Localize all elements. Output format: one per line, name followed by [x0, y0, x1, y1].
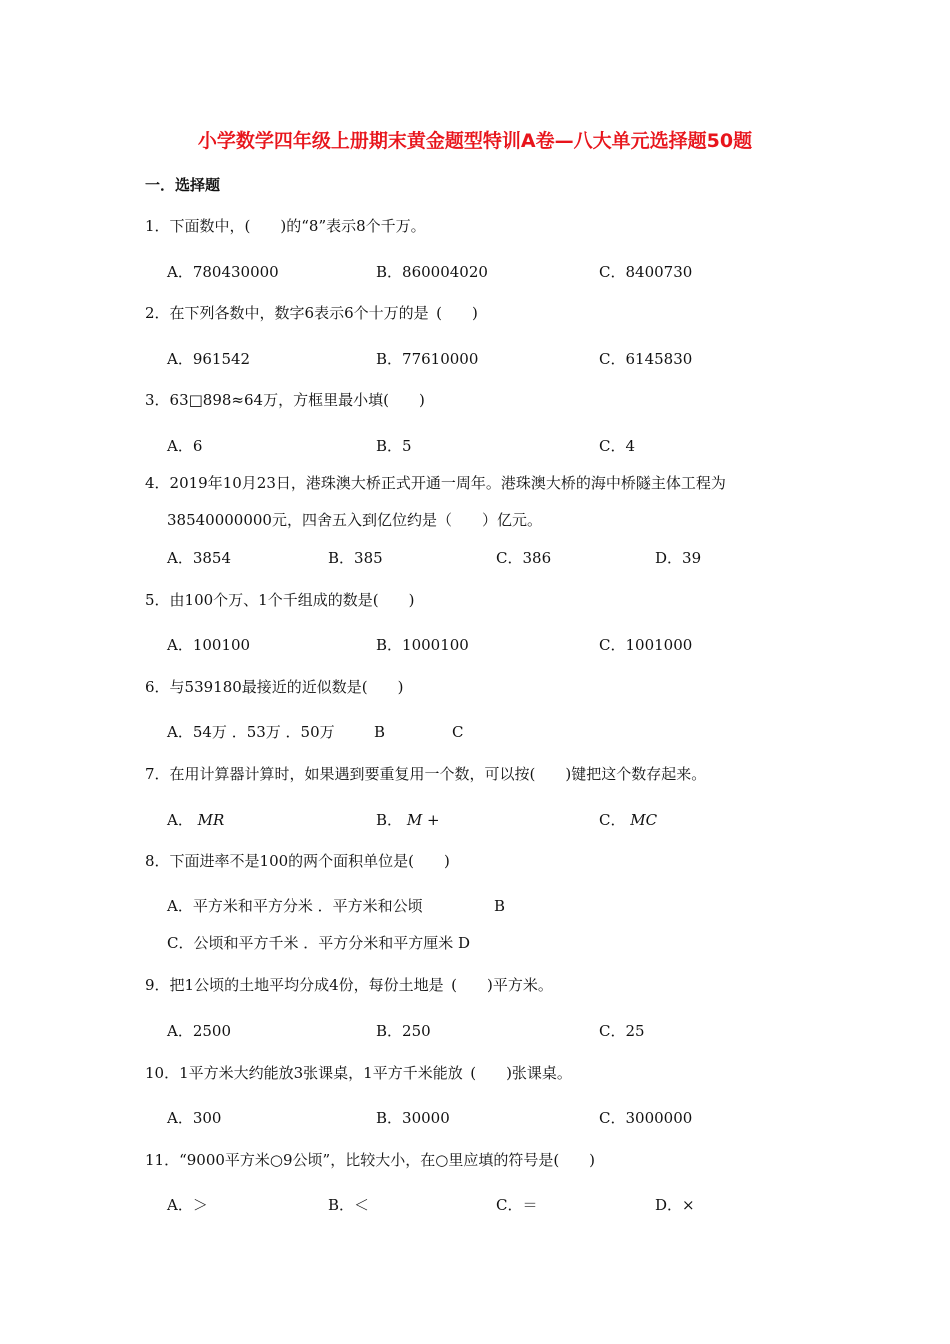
- q4-option-b: B．385: [328, 549, 383, 567]
- q3-option-c: C．4: [599, 437, 636, 455]
- question-4: 4．2019年10月23日，港珠澳大桥正式开通一周年。港珠澳大桥的海中桥隧主体工程为: [145, 474, 726, 492]
- q3-option-b: B．5: [376, 437, 412, 455]
- q11-option-b: B．＜: [328, 1196, 370, 1214]
- question-10: 10．1平方米大约能放3张课桌，1平方千米能放 ( )张课桌。: [145, 1064, 572, 1082]
- question-5: 5．由100个万、1个千组成的数是( ): [145, 591, 415, 609]
- q8-option-c: C．公顷和平方千米 ．平方分米和平方厘米 D: [167, 934, 471, 952]
- q6-option-c: C: [452, 723, 464, 741]
- question-9: 9．把1公顷的土地平均分成4份，每份土地是 ( )平方米。: [145, 976, 553, 994]
- question-3: 3．63□898≈64万，方框里最小填( ): [145, 391, 425, 409]
- q4-option-c: C．386: [496, 549, 552, 567]
- question-1: 1．下面数中，( )的“8”表示8个千万。: [145, 217, 426, 235]
- q9-option-a: A．2500: [167, 1022, 232, 1040]
- q1-option-c: C．8400730: [599, 263, 693, 281]
- q7-option-a-letter: A．: [167, 811, 193, 829]
- q4-option-a: A．3854: [167, 549, 232, 567]
- q3-option-a: A．6: [167, 437, 203, 455]
- q7-option-b: [376, 810, 440, 830]
- q4-option-d: D．39: [655, 549, 702, 567]
- q7-option-b-value: M +: [406, 811, 440, 829]
- q2-option-a: A．961542: [167, 350, 251, 368]
- question-6: 6．与539180最接近的近似数是( ): [145, 678, 404, 696]
- q9-option-c: C．25: [599, 1022, 645, 1040]
- q7-option-c-letter: C．: [599, 811, 626, 829]
- question-7: 7．在用计算器计算时，如果遇到要重复用一个数，可以按( )键把这个数存起来。: [145, 765, 707, 783]
- q6-option-b: B: [374, 723, 386, 741]
- question-11: 11．“9000平方米○9公顷”，比较大小，在○里应填的符号是( ): [145, 1151, 596, 1169]
- q11-option-a: A．＞: [167, 1196, 208, 1214]
- question-4-continued: 38540000000元，四舍五入到亿位约是（ ）亿元。: [167, 511, 542, 529]
- q7-option-c-value: MC: [630, 811, 658, 829]
- q5-option-b: B．1000100: [376, 636, 469, 654]
- q11-option-d: D．×: [655, 1196, 695, 1214]
- q6-option-a: A．54万 ．53万 ．50万: [167, 723, 335, 741]
- q8-option-b: B: [494, 897, 506, 915]
- q2-option-b: B．77610000: [376, 350, 479, 368]
- question-2: 2．在下列各数中，数字6表示6个十万的是 ( ): [145, 304, 478, 322]
- q10-option-b: B．30000: [376, 1109, 450, 1127]
- q11-option-c: C．＝: [496, 1196, 538, 1214]
- q5-option-c: C．1001000: [599, 636, 693, 654]
- q5-option-a: A．100100: [167, 636, 251, 654]
- q7-option-b-letter: B．: [376, 811, 403, 829]
- section-heading: 一．选择题: [145, 176, 221, 194]
- q10-option-a: A．300: [167, 1109, 222, 1127]
- question-8: 8．下面进率不是100的两个面积单位是( ): [145, 852, 450, 870]
- q10-option-c: C．3000000: [599, 1109, 693, 1127]
- q2-option-c: C．6145830: [599, 350, 693, 368]
- page-title: 小学数学四年级上册期末黄金题型特训A卷—八大单元选择题50题: [197, 130, 753, 152]
- q7-option-a-value: MR: [197, 811, 225, 829]
- q9-option-b: B．250: [376, 1022, 431, 1040]
- q8-option-a: A．平方米和平方分米 ．平方米和公顷: [167, 897, 423, 915]
- q7-option-a: [167, 810, 224, 830]
- q1-option-a: A．780430000: [167, 263, 279, 281]
- q1-option-b: B．860004020: [376, 263, 488, 281]
- q7-option-c: [599, 810, 657, 830]
